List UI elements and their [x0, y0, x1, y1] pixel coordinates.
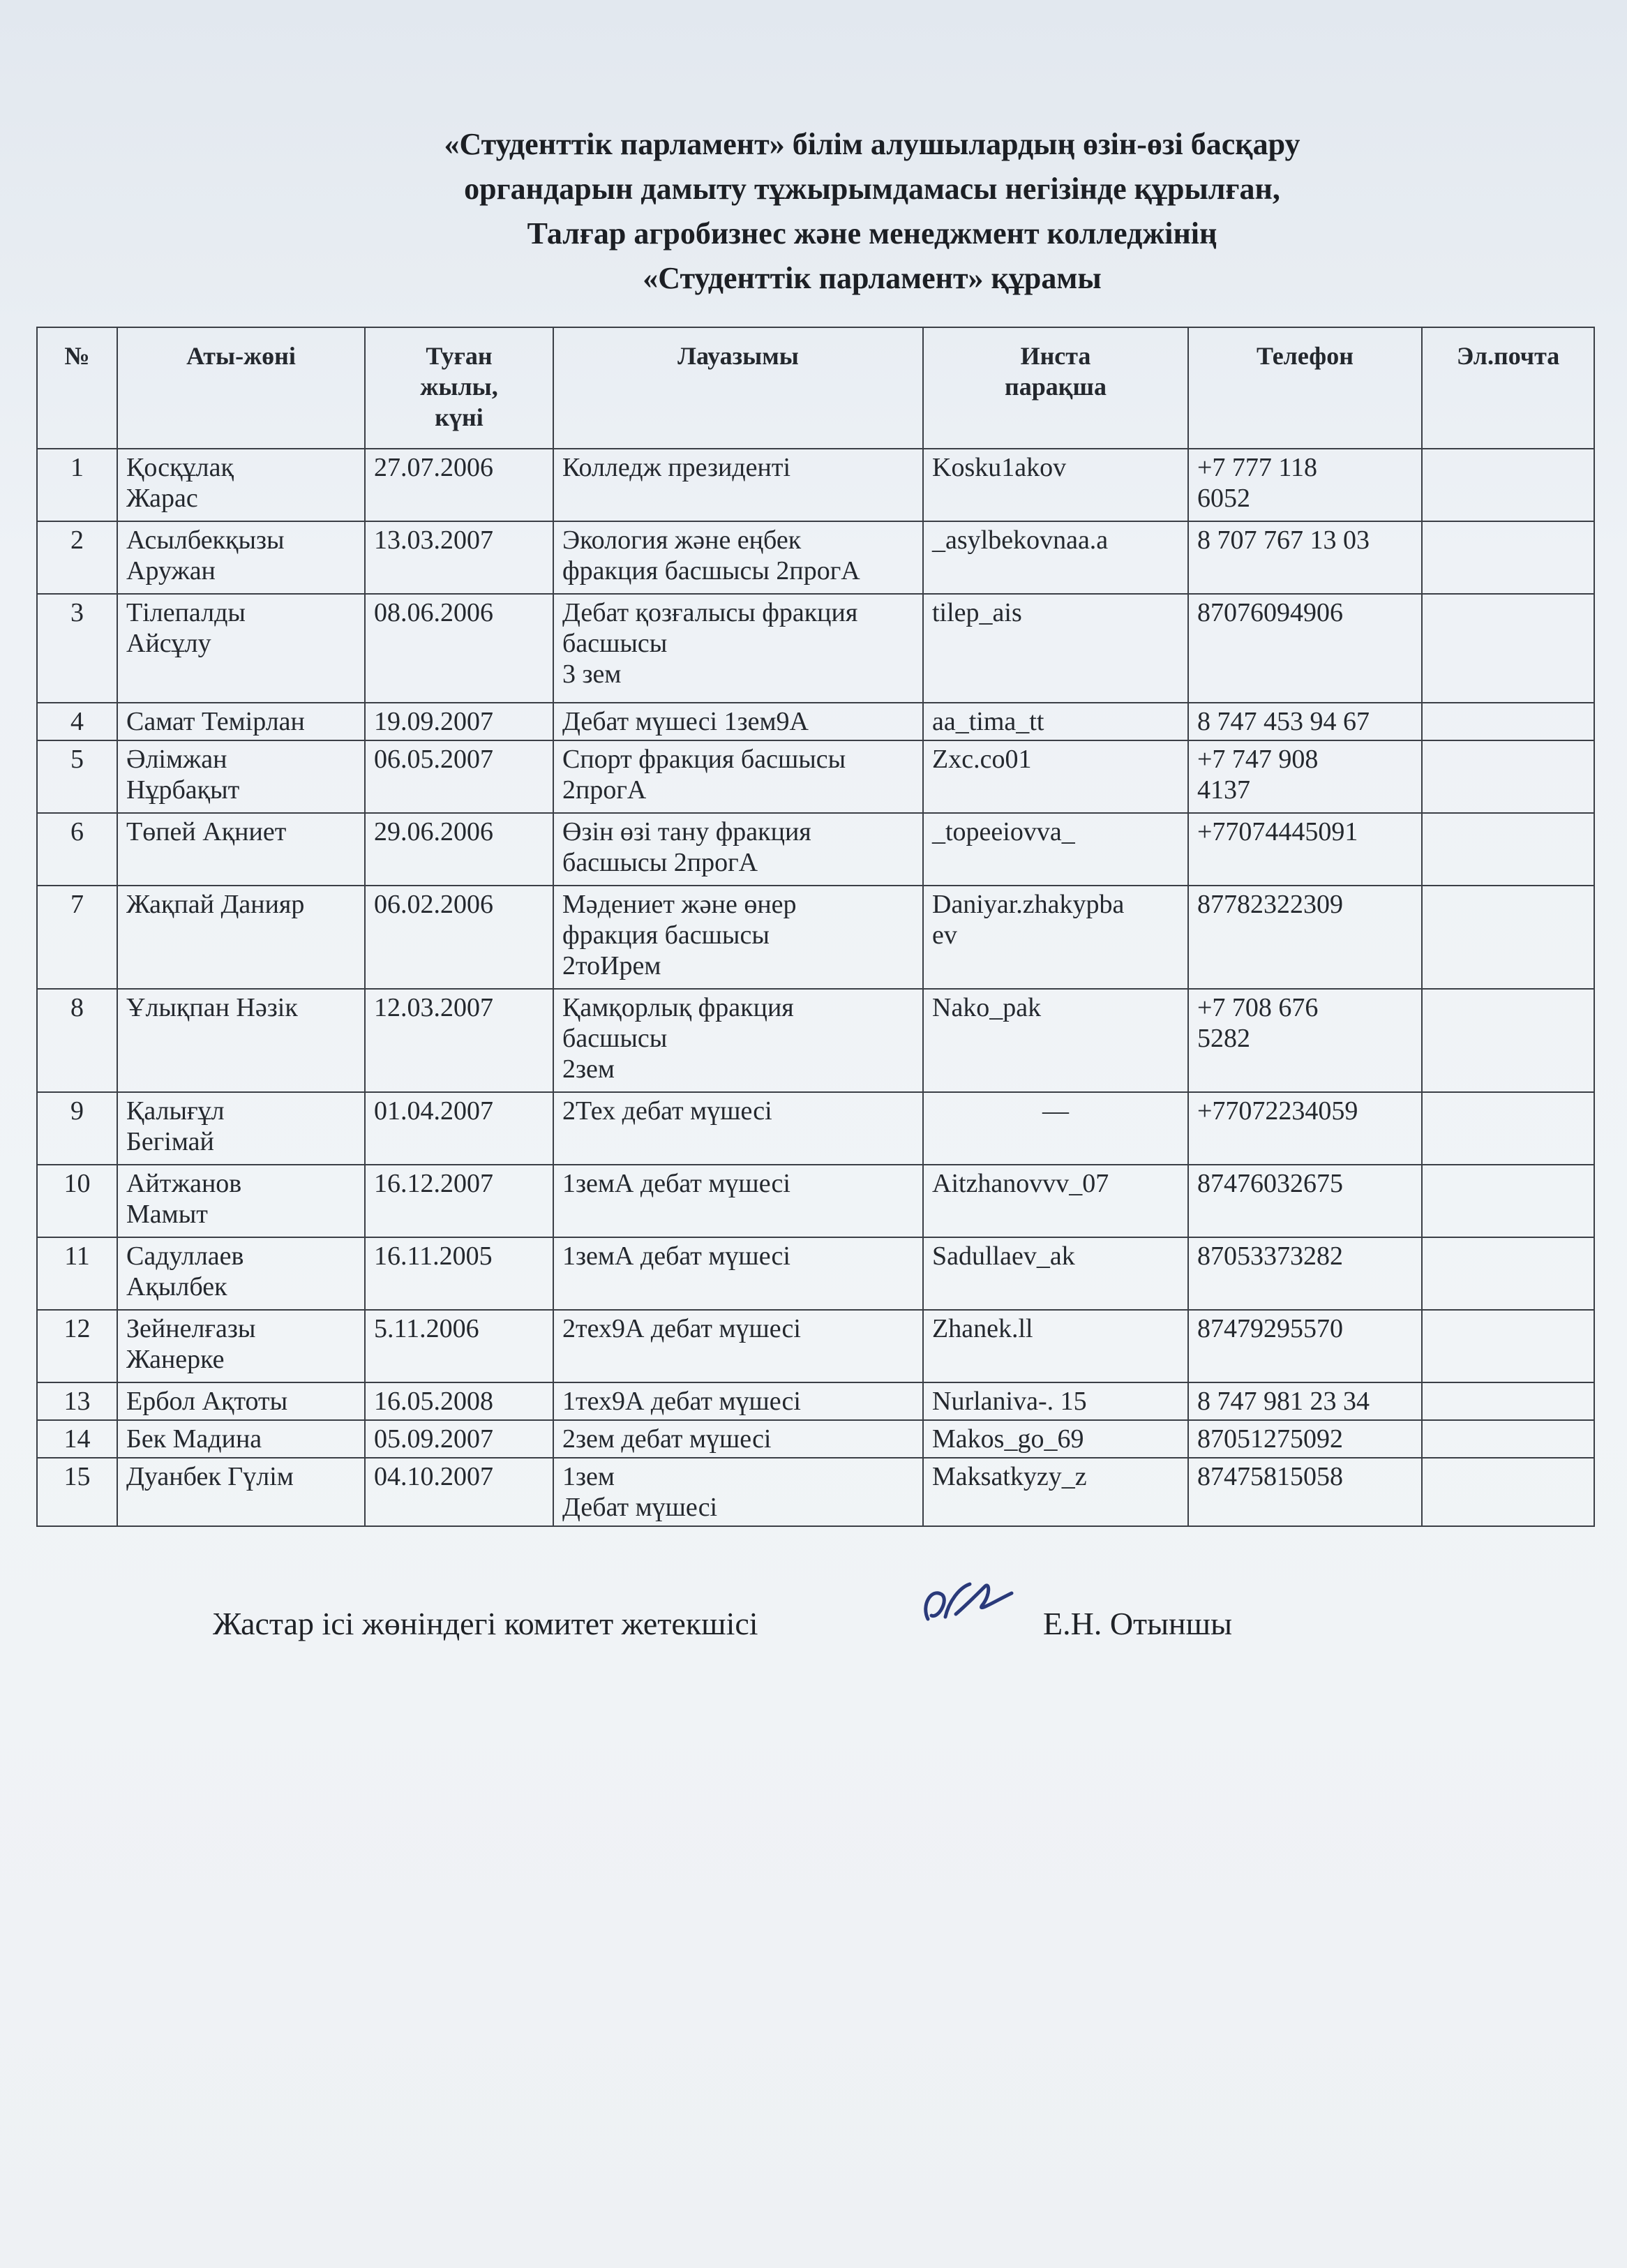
cell-position: 2тех9А дебат мүшесі: [553, 1310, 923, 1382]
cell-number: 1: [37, 449, 117, 521]
column-header-name: Аты-жөні: [117, 327, 365, 449]
cell-birth-date: 01.04.2007: [365, 1092, 553, 1165]
cell-phone: +77072234059: [1188, 1092, 1422, 1165]
cell-birth-date: 16.12.2007: [365, 1165, 553, 1237]
cell-phone: 87479295570: [1188, 1310, 1422, 1382]
cell-number: 4: [37, 703, 117, 740]
table-row: [37, 1092, 1594, 1165]
cell-number: 2: [37, 521, 117, 594]
table-row: [37, 989, 1594, 1092]
cell-phone: +7 747 908 4137: [1188, 740, 1422, 813]
table-row: [37, 594, 1594, 703]
cell-phone: 87476032675: [1188, 1165, 1422, 1237]
title-line-2: органдарын дамыту тұжырымдамасы негізінде құрылған,: [464, 172, 1280, 206]
cell-email: [1422, 1420, 1594, 1458]
cell-position: Экология және еңбек фракция басшысы 2прогА: [553, 521, 923, 594]
cell-name: Садуллаев Ақылбек: [117, 1237, 365, 1310]
cell-position: 2зем дебат мүшесі: [553, 1420, 923, 1458]
cell-instagram: —: [923, 1092, 1188, 1165]
table-row: [37, 1420, 1594, 1458]
cell-number: 14: [37, 1420, 117, 1458]
cell-email: [1422, 1165, 1594, 1237]
cell-email: [1422, 594, 1594, 703]
cell-phone: 8 747 453 94 67: [1188, 703, 1422, 740]
cell-phone: 8 707 767 13 03: [1188, 521, 1422, 594]
cell-instagram: Maksatkyzy_z: [923, 1458, 1188, 1526]
cell-email: [1422, 989, 1594, 1092]
cell-birth-date: 06.02.2006: [365, 886, 553, 989]
cell-birth-date: 29.06.2006: [365, 813, 553, 886]
cell-phone: 87475815058: [1188, 1458, 1422, 1526]
cell-number: 6: [37, 813, 117, 886]
cell-name: Қосқұлақ Жарас: [117, 449, 365, 521]
cell-name: Әлімжан Нұрбақыт: [117, 740, 365, 813]
column-header-position: Лауазымы: [553, 327, 923, 449]
cell-number: 8: [37, 989, 117, 1092]
cell-number: 7: [37, 886, 117, 989]
cell-instagram: _asylbekovnaa.a: [923, 521, 1188, 594]
cell-instagram: Nako_pak: [923, 989, 1188, 1092]
cell-name: Айтжанов Мамыт: [117, 1165, 365, 1237]
cell-birth-date: 05.09.2007: [365, 1420, 553, 1458]
cell-email: [1422, 1458, 1594, 1526]
table-header-row: [37, 327, 1594, 449]
table-row: [37, 740, 1594, 813]
cell-number: 15: [37, 1458, 117, 1526]
cell-position: Мәдениет және өнер фракция басшысы 2тоИрем: [553, 886, 923, 989]
cell-email: [1422, 449, 1594, 521]
cell-birth-date: 5.11.2006: [365, 1310, 553, 1382]
cell-position: Қамқорлық фракция басшысы 2зем: [553, 989, 923, 1092]
cell-email: [1422, 740, 1594, 813]
cell-name: Қалығұл Бегімай: [117, 1092, 365, 1165]
cell-instagram: tilep_ais: [923, 594, 1188, 703]
table-row: [37, 1458, 1594, 1526]
cell-position: Дебат мүшесі 1зем9А: [553, 703, 923, 740]
cell-name: Дуанбек Гүлім: [117, 1458, 365, 1526]
cell-name: Бек Мадина: [117, 1420, 365, 1458]
cell-position: 1земА дебат мүшесі: [553, 1237, 923, 1310]
cell-position: Өзін өзі тану фракция басшысы 2прогА: [553, 813, 923, 886]
handwritten-signature: [907, 1567, 1033, 1636]
column-header-instagram: Инста парақша: [923, 327, 1188, 449]
document-title: [209, 122, 1535, 301]
cell-position: 1земА дебат мүшесі: [553, 1165, 923, 1237]
cell-birth-date: 08.06.2006: [365, 594, 553, 703]
cell-email: [1422, 1237, 1594, 1310]
cell-phone: 87782322309: [1188, 886, 1422, 989]
cell-birth-date: 16.11.2005: [365, 1237, 553, 1310]
cell-email: [1422, 703, 1594, 740]
title-line-1: «Студенттік парламент» білім алушылардың өзін-өзі басқару: [444, 127, 1300, 161]
column-header-birth-date: Туған жылы, күні: [365, 327, 553, 449]
cell-email: [1422, 1092, 1594, 1165]
cell-number: 13: [37, 1382, 117, 1420]
cell-email: [1422, 813, 1594, 886]
cell-email: [1422, 521, 1594, 594]
table-row: [37, 703, 1594, 740]
cell-name: Ұлықпан Нәзік: [117, 989, 365, 1092]
cell-birth-date: 19.09.2007: [365, 703, 553, 740]
cell-birth-date: 27.07.2006: [365, 449, 553, 521]
table-body: [37, 449, 1594, 1526]
cell-email: [1422, 1382, 1594, 1420]
cell-name: Тілепалды Айсұлу: [117, 594, 365, 703]
cell-instagram: Zxc.co01: [923, 740, 1188, 813]
cell-name: Зейнелғазы Жанерке: [117, 1310, 365, 1382]
title-line-4: «Студенттік парламент» құрамы: [643, 261, 1102, 295]
column-header-phone: Телефон: [1188, 327, 1422, 449]
cell-instagram: Nurlaniva-. 15: [923, 1382, 1188, 1420]
table-row: [37, 886, 1594, 989]
cell-email: [1422, 886, 1594, 989]
column-header-number: №: [37, 327, 117, 449]
cell-number: 3: [37, 594, 117, 703]
table-row: [37, 1237, 1594, 1310]
cell-instagram: Zhanek.ll: [923, 1310, 1188, 1382]
cell-birth-date: 04.10.2007: [365, 1458, 553, 1526]
cell-phone: +7 777 118 6052: [1188, 449, 1422, 521]
cell-number: 5: [37, 740, 117, 813]
cell-birth-date: 12.03.2007: [365, 989, 553, 1092]
table-row: [37, 1310, 1594, 1382]
cell-instagram: Aitzhanovvv_07: [923, 1165, 1188, 1237]
cell-name: Жақпай Данияр: [117, 886, 365, 989]
cell-position: Спорт фракция басшысы 2прогА: [553, 740, 923, 813]
cell-number: 12: [37, 1310, 117, 1382]
cell-instagram: aa_tima_tt: [923, 703, 1188, 740]
cell-phone: 8 747 981 23 34: [1188, 1382, 1422, 1420]
signer-name: Е.Н. Отыншы: [1043, 1606, 1232, 1641]
cell-name: Асылбекқызы Аружан: [117, 521, 365, 594]
cell-number: 10: [37, 1165, 117, 1237]
committee-head-role: Жастар ісі жөніндегі комитет жетекшісі: [213, 1606, 758, 1641]
table-row: [37, 521, 1594, 594]
cell-birth-date: 16.05.2008: [365, 1382, 553, 1420]
cell-phone: 87051275092: [1188, 1420, 1422, 1458]
cell-position: 1тех9А дебат мүшесі: [553, 1382, 923, 1420]
title-line-3: Талғар агробизнес және менеджмент колледжінің: [527, 216, 1217, 251]
cell-phone: 87076094906: [1188, 594, 1422, 703]
cell-instagram: Sadullaev_ak: [923, 1237, 1188, 1310]
cell-name: Ербол Ақтоты: [117, 1382, 365, 1420]
cell-phone: +77074445091: [1188, 813, 1422, 886]
cell-instagram: Makos_go_69: [923, 1420, 1188, 1458]
cell-instagram: Kosku1akov: [923, 449, 1188, 521]
table-row: [37, 449, 1594, 521]
cell-position: Колледж президенті: [553, 449, 923, 521]
cell-position: 2Тех дебат мүшесі: [553, 1092, 923, 1165]
cell-instagram: Daniyar.zhakypba ev: [923, 886, 1188, 989]
cell-birth-date: 13.03.2007: [365, 521, 553, 594]
cell-position: 1зем Дебат мүшесі: [553, 1458, 923, 1526]
cell-birth-date: 06.05.2007: [365, 740, 553, 813]
cell-name: Төпей Ақниет: [117, 813, 365, 886]
table-row: [37, 1382, 1594, 1420]
cell-phone: +7 708 676 5282: [1188, 989, 1422, 1092]
cell-number: 11: [37, 1237, 117, 1310]
cell-position: Дебат қозғалысы фракция басшысы 3 зем: [553, 594, 923, 703]
table-row: [37, 1165, 1594, 1237]
parliament-members-table: [36, 327, 1595, 1527]
table-row: [37, 813, 1594, 886]
cell-instagram: _topeeiovva_: [923, 813, 1188, 886]
cell-name: Самат Темірлан: [117, 703, 365, 740]
cell-number: 9: [37, 1092, 117, 1165]
cell-phone: 87053373282: [1188, 1237, 1422, 1310]
column-header-email: Эл.почта: [1422, 327, 1594, 449]
cell-email: [1422, 1310, 1594, 1382]
